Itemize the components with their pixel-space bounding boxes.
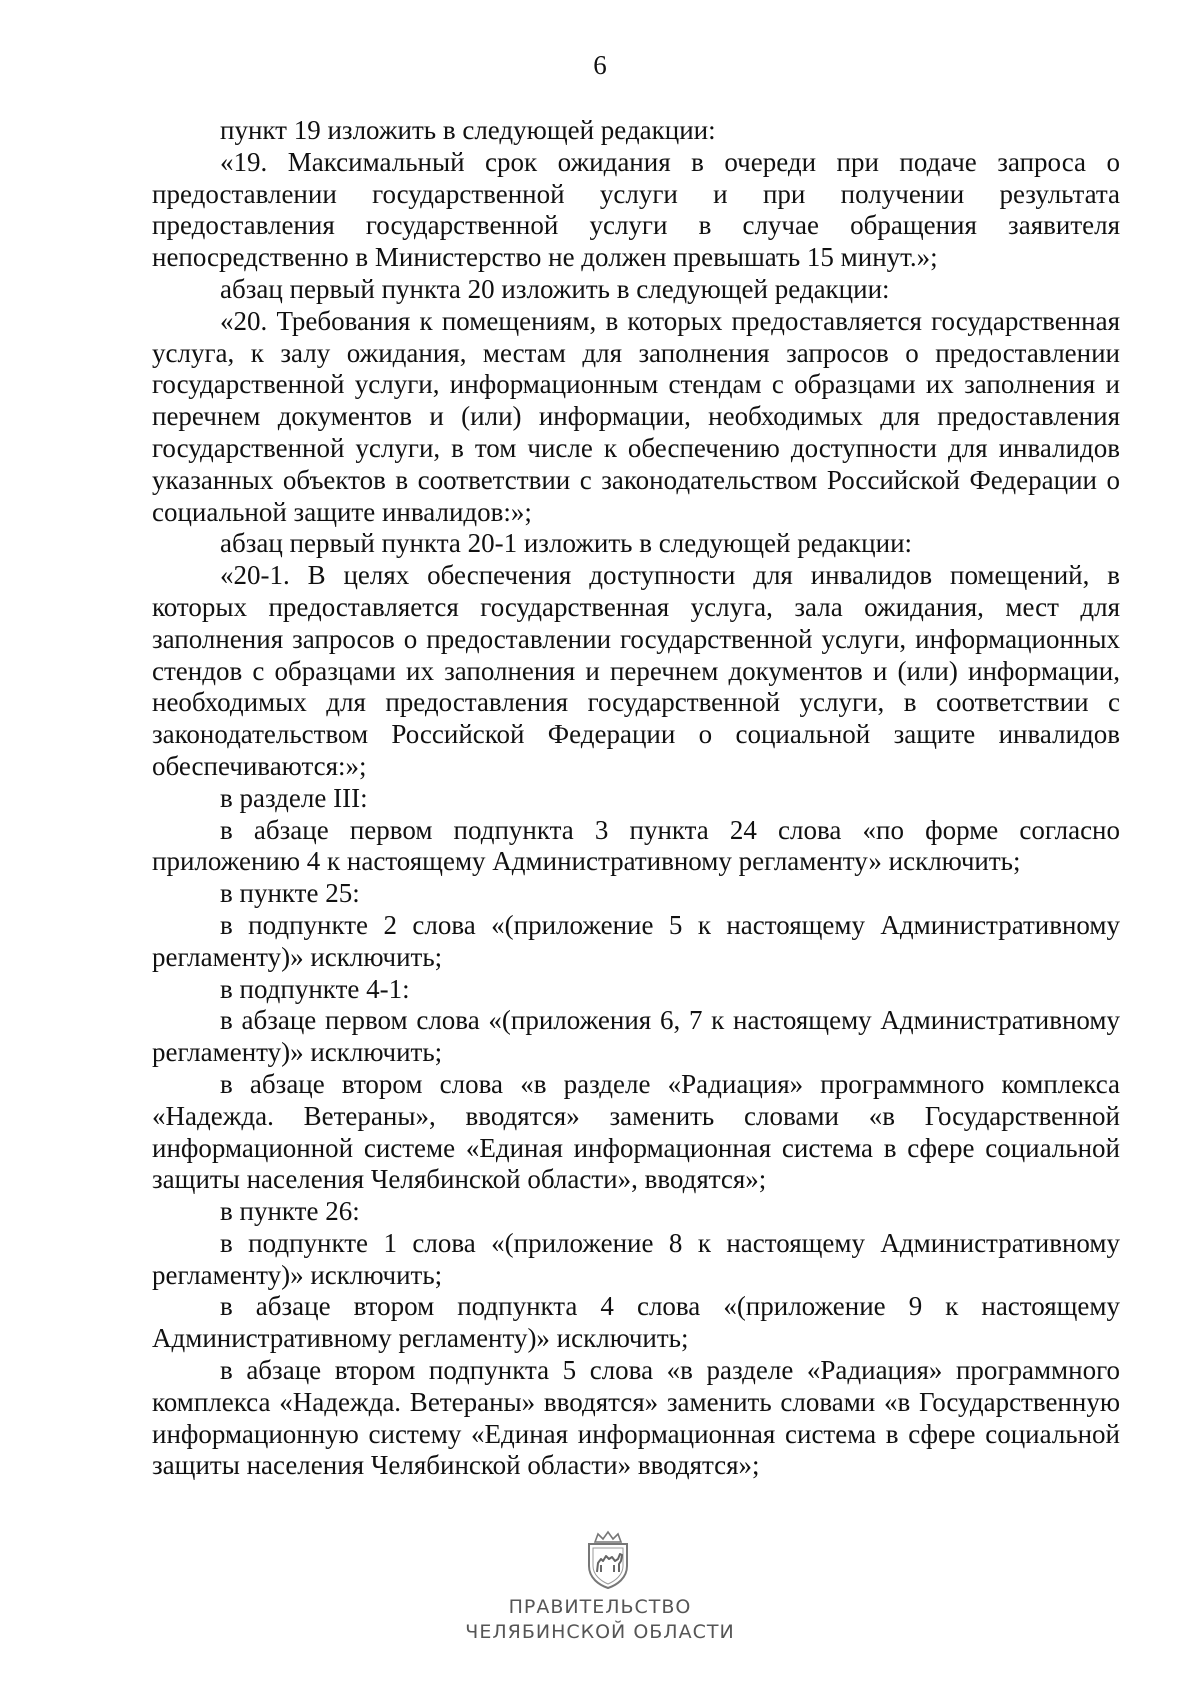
paragraph: «20-1. В целях обеспечения доступности для инвалидов помещений, в которых предоставляется государственная услуга, зала ожидания, мест для заполнения запросов о предоставлении государственной услуги, информационных стендов с образцами их заполнения и перечнем документов и (или) информации, необходимых для предоставления государственной услуги, в соответствии с законодательством Российской Федерации о социальной защите инвалидов обеспечиваются:»; <box>152 560 1120 781</box>
paragraph: абзац первый пункта 20-1 изложить в следующей редакции: <box>220 528 913 559</box>
paragraph: «20. Требования к помещениям, в которых предоставляется государственная услуга, к залу ожидания, местам для заполнения запросов о предоставлении государственной услуги, информационным стендам с образцами их заполнения и перечнем документов и (или) информации, необходимых для предоставления государственной услуги, в том числе к обеспечению доступности для инвалидов указанных объектов в соответствии с законодательством Российской Федерации о социальной защите инвалидов:»; <box>152 305 1120 527</box>
page-number: 6 <box>593 50 607 80</box>
paragraph: в абзаце первом слова «(приложения 6, 7 к настоящему Административному регламенту)» исключить; <box>152 1005 1120 1068</box>
paragraph: в подпункте 2 слова «(приложение 5 к настоящему Административному регламенту)» исключить; <box>152 909 1120 972</box>
paragraph: в пункте 25: <box>220 878 360 909</box>
paragraph: пункт 19 изложить в следующей редакции: <box>220 115 716 145</box>
paragraph: в абзаце втором подпункта 5 слова «в разделе «Радиация» программного комплекса «Надежда. Ветераны» вводятся» заменить словами «в Государственную информационную систему «Единая информационная система в сфере социальной защиты населения Челябинской области» вводятся»; <box>152 1355 1120 1481</box>
paragraph: абзац первый пункта 20 изложить в следующей редакции: <box>220 273 890 304</box>
chelyabinsk-coat-of-arms-icon <box>583 1530 633 1590</box>
footer-org-line1: ПРАВИТЕЛЬСТВО <box>508 1596 692 1618</box>
footer-org-line2: ЧЕЛЯБИНСКОЙ ОБЛАСТИ <box>465 1621 735 1643</box>
paragraph: в подпункте 1 слова «(приложение 8 к настоящему Административному регламенту)» исключить; <box>152 1227 1120 1290</box>
paragraph: в пункте 26: <box>220 1196 360 1227</box>
footer <box>0 1595 1200 1645</box>
paragraph: в подпункте 4-1: <box>220 973 410 1004</box>
paragraph: в абзаце первом подпункта 3 пункта 24 слова «по форме согласно приложению 4 к настоящему Административному регламенту» исключить; <box>152 814 1120 877</box>
paragraph: в абзаце втором слова «в разделе «Радиация» программного комплекса «Надежда. Ветераны», вводятся» заменить словами «в Государственной информационной системе «Единая информационная система в сфере социальной защиты населения Челябинской области», вводятся»; <box>152 1068 1120 1195</box>
paragraph: в разделе III: <box>220 782 368 813</box>
paragraph: в абзаце втором подпункта 4 слова «(приложение 9 к настоящему Административному регламенту)» исключить; <box>152 1291 1120 1354</box>
paragraph: «19. Максимальный срок ожидания в очереди при подаче запроса о предоставлении государственной услуги и при получении результата предоставления государственной услуги в случае обращения заявителя непосредственно в Министерство не должен превышать 15 минут.»; <box>152 146 1120 273</box>
document-body <box>152 115 1120 1482</box>
